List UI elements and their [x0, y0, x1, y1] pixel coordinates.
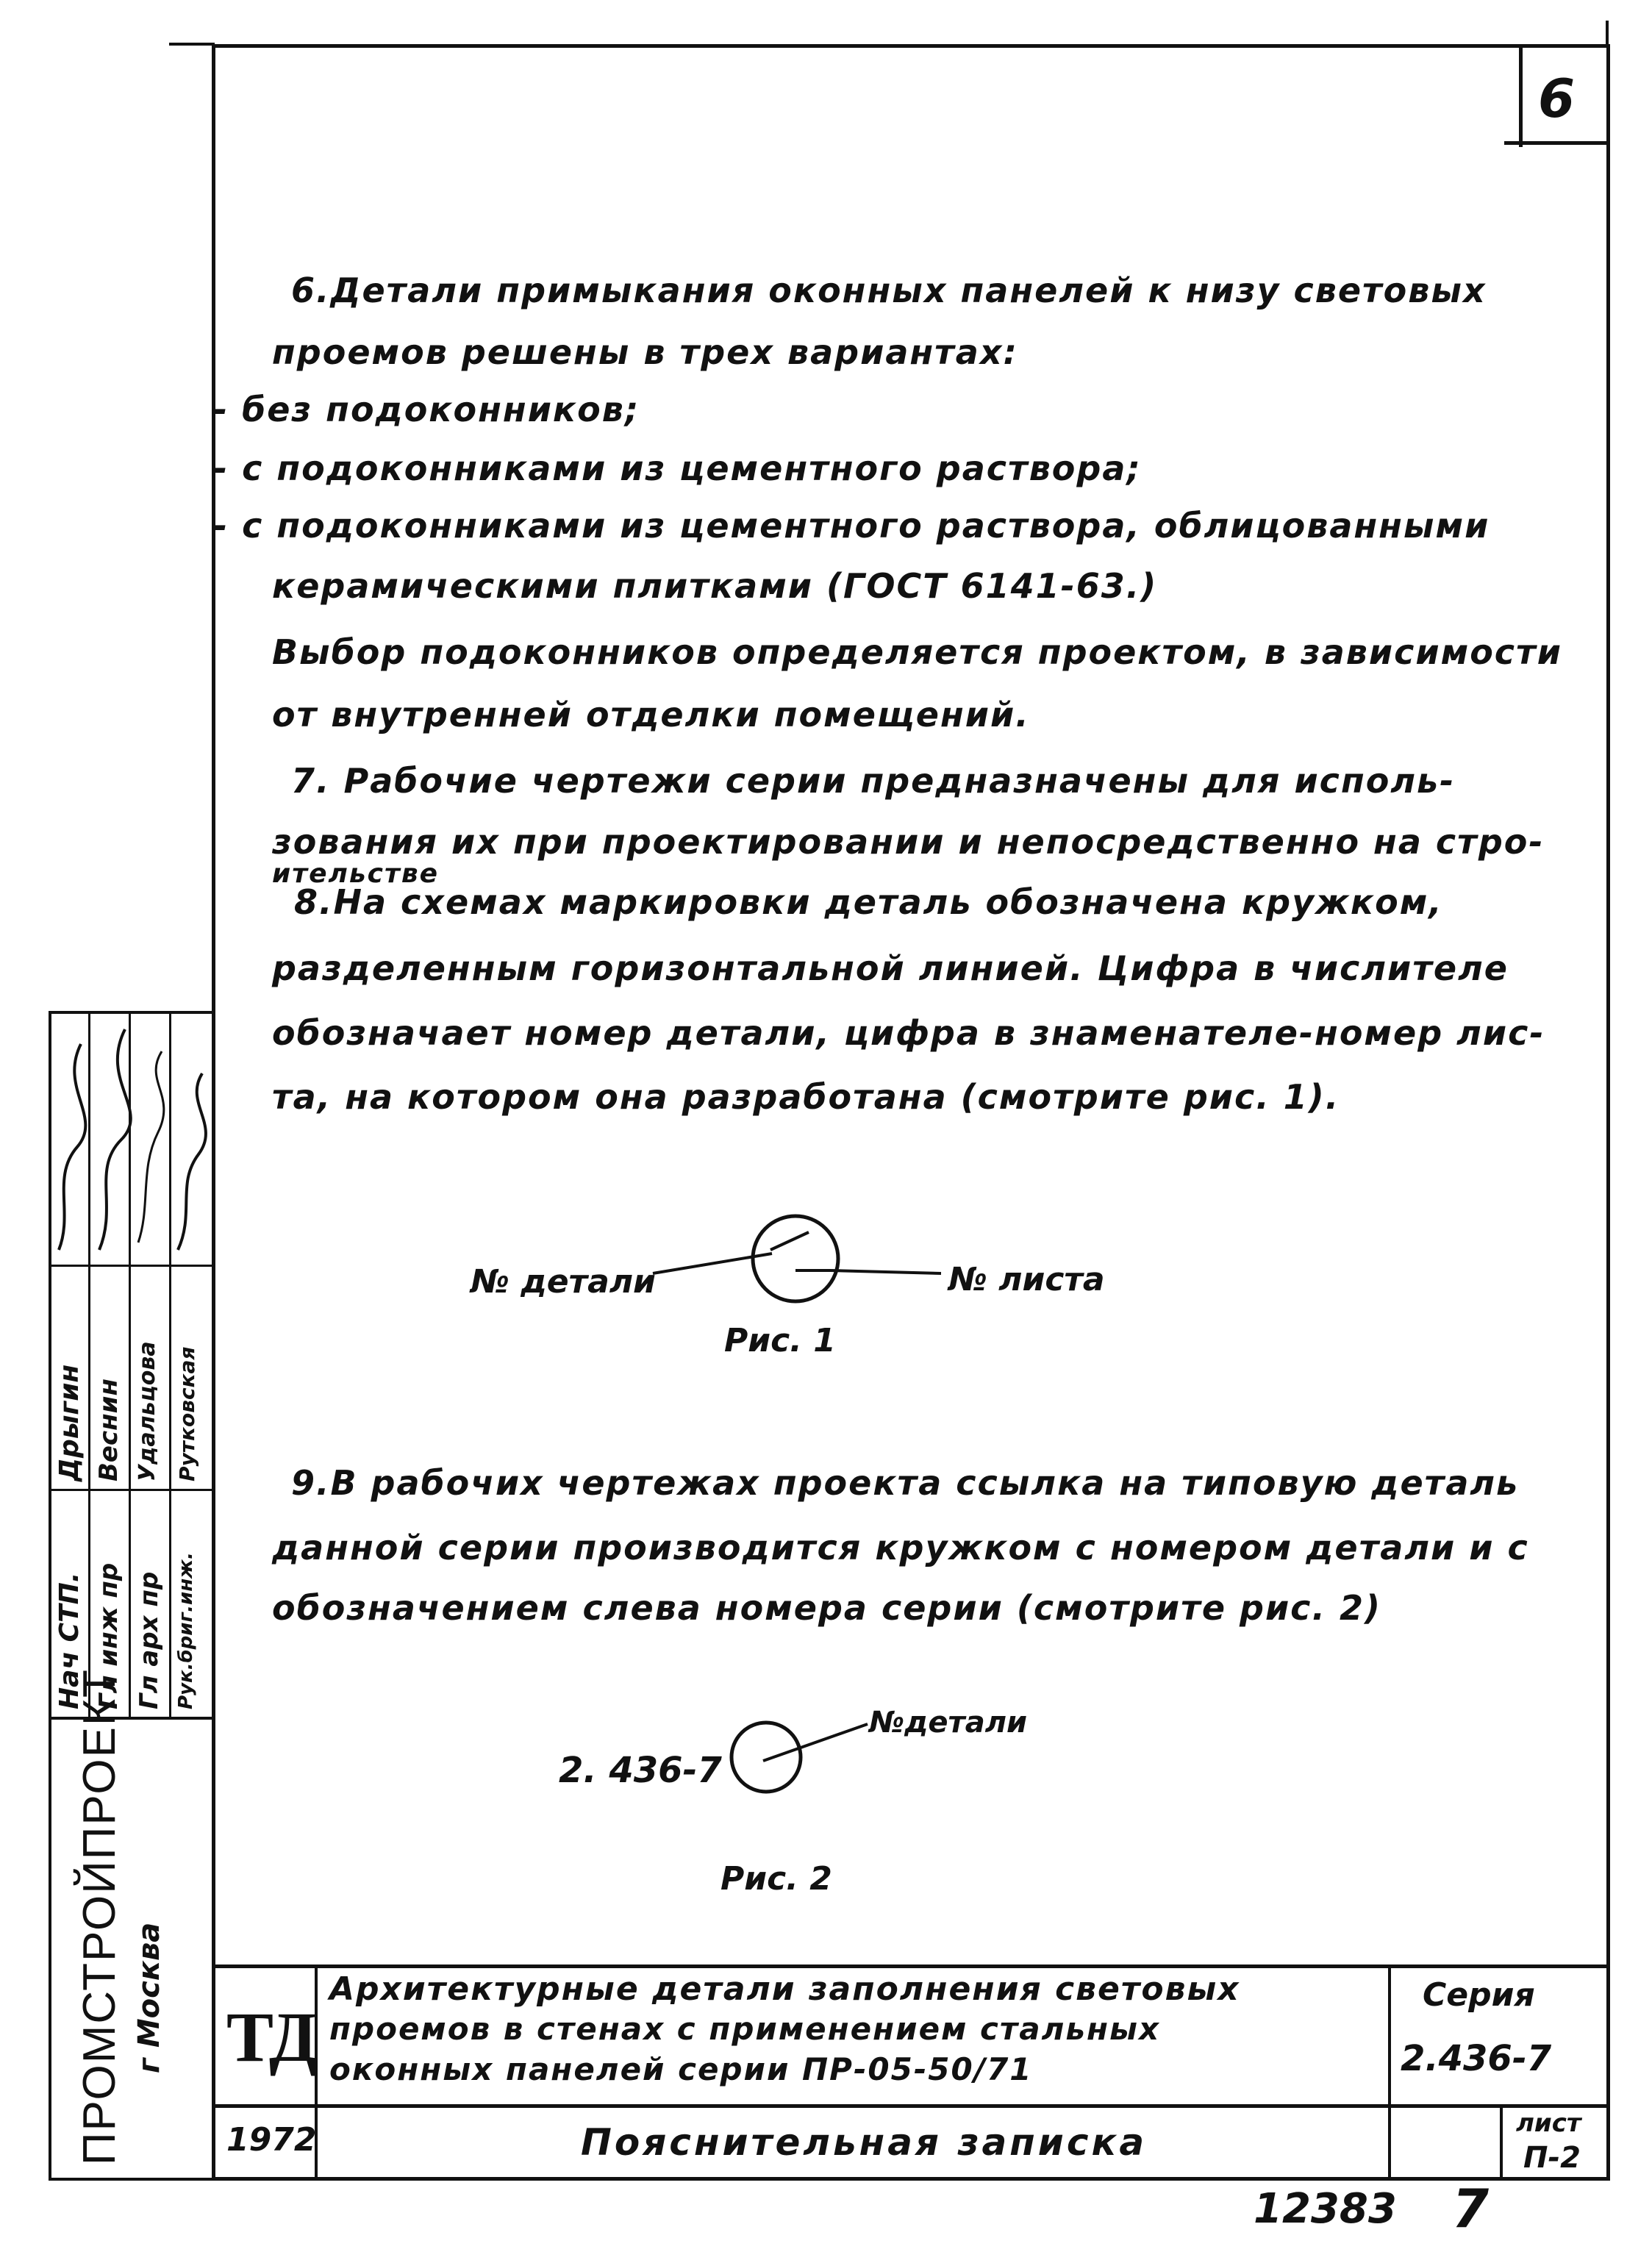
signature-name-3: Удальцова	[135, 1341, 160, 1481]
paragraph-6-line-4: - с подоконниками из цементного раствора;	[213, 448, 1142, 488]
signature-name-2: Веснин	[94, 1379, 124, 1481]
paragraph-6-line-3: - без подоконников;	[213, 390, 640, 429]
copy-number: 7	[1452, 2178, 1490, 2239]
sheet-value: П-2	[1523, 2141, 1581, 2175]
paragraph-9-line-2: данной серии производится кружком с номером детали и с	[272, 1528, 1529, 1567]
paragraph-7-line-1: 7. Рабочие чертежи серии предназначены для исполь-	[291, 761, 1456, 801]
organization-name: ПРОМСТРОЙПРОЕКТ	[74, 1668, 125, 2165]
paragraph-8-line-4: та, на котором она разработана (смотрите рис. 1).	[272, 1077, 1340, 1117]
series-label: Серия	[1423, 1976, 1535, 2014]
series-value: 2.436-7	[1401, 2038, 1552, 2079]
fig2-caption: Рис. 2	[720, 1860, 832, 1898]
sheet-label: лист	[1516, 2109, 1581, 2138]
fig1-left-label: № детали	[471, 1263, 656, 1301]
signature-position-2: Гл инж пр	[94, 1562, 124, 1709]
fig1-right-label: № листа	[948, 1261, 1105, 1298]
paragraph-6-line-8: от внутренней отделки помещений.	[272, 695, 1030, 734]
document-name: Пояснительная записка	[581, 2121, 1148, 2164]
paragraph-9-line-1: 9.В рабочих чертежах проекта ссылка на типовую деталь	[291, 1463, 1520, 1503]
paragraph-7-line-3: ительстве	[272, 859, 440, 889]
title-block-div	[1500, 2104, 1503, 2178]
fig1-caption: Рис. 1	[724, 1322, 836, 1359]
paragraph-8-line-2: разделенным горизонтальной линией. Цифра в числителе	[272, 948, 1509, 988]
paragraph-8-line-1: 8.На схемах маркировки деталь обозначена кружком,	[294, 882, 1443, 922]
inventory-number: 12383	[1254, 2185, 1397, 2233]
paragraph-7-line-2: зования их при проектировании и непосредственно на стро-	[272, 822, 1545, 862]
paragraph-6-line-7: Выбор подоконников определяется проектом, в зависимости	[272, 632, 1562, 672]
signature-name-1: Дрыгин	[54, 1364, 85, 1481]
fig2-series-label: 2. 436-7	[559, 1750, 722, 1791]
title-block-div	[1388, 1965, 1391, 2178]
paragraph-8-line-3: обозначает номер детали, цифра в знаменателе-номер лис-	[272, 1013, 1545, 1053]
signature-position-4: Рук.бриг.инж.	[175, 1552, 197, 1709]
paragraph-6-line-5: - с подоконниками из цементного раствора, облицованными	[213, 506, 1490, 546]
paragraph-6-line-1: 6.Детали примыкания оконных панелей к низу световых	[291, 271, 1487, 310]
title-line-1: Архитектурные детали заполнения световых	[329, 1970, 1240, 2008]
paragraph-9-line-3: обозначением слева номера серии (смотрите рис. 2)	[272, 1588, 1381, 1628]
year: 1972	[226, 2121, 317, 2159]
paragraph-6-line-6: керамическими плитками (ГОСТ 6141-63.)	[272, 566, 1158, 606]
title-block-mid	[212, 2104, 1610, 2108]
signature-name-4: Рутковская	[175, 1346, 199, 1481]
title-line-3: оконных панелей серии ПР-05-50/71	[329, 2051, 1033, 2087]
signature-scribble	[59, 1044, 85, 1250]
signature-position-1: Нач СТП.	[54, 1572, 85, 1709]
title-block-top	[212, 1965, 1610, 1968]
title-line-2: проемов в стенах с применением стальных	[329, 2011, 1161, 2047]
signature-position-3: Гл арх пр	[135, 1571, 164, 1709]
paragraph-6-line-2: проемов решены в трех вариантах:	[272, 332, 1018, 372]
signature-scribble	[178, 1073, 206, 1250]
title-block-logo: ТД	[226, 1998, 318, 2076]
organization-city: г Москва	[132, 1922, 166, 2073]
fig2-detail-label: №детали	[869, 1706, 1028, 1740]
signature-scribble	[138, 1051, 164, 1243]
signature-scribble	[99, 1029, 131, 1250]
page-number: 6	[1538, 68, 1576, 129]
